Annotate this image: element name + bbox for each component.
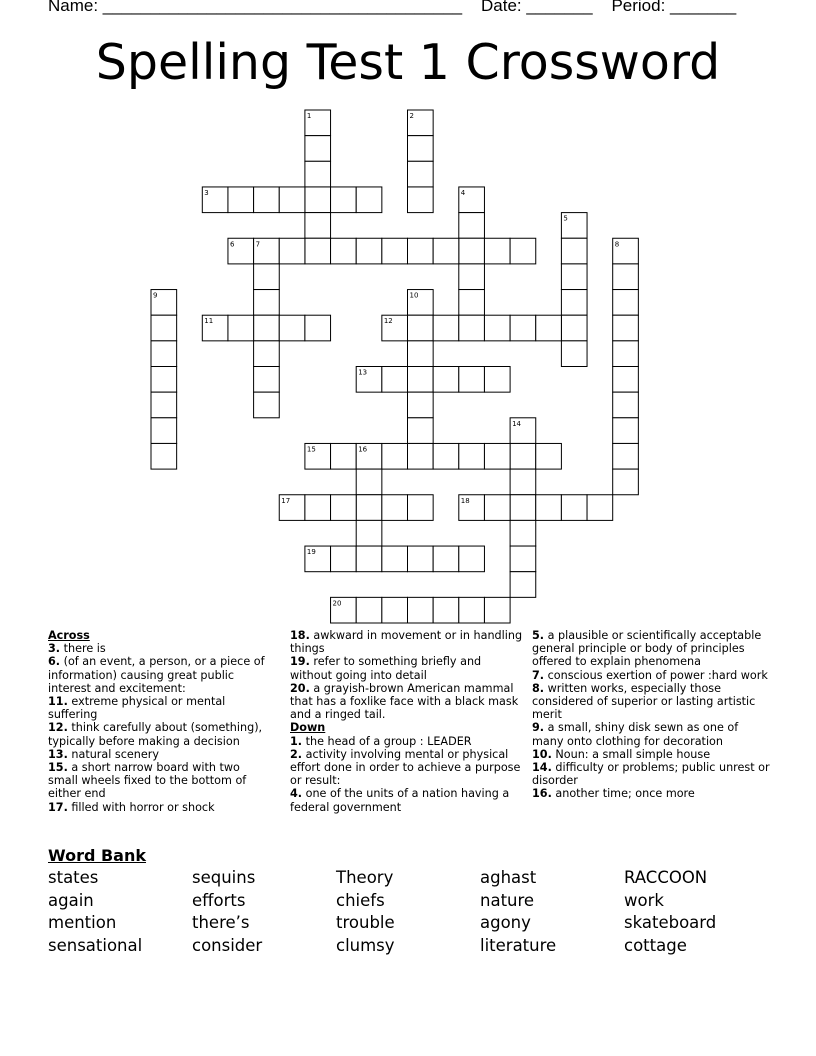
grid-cell[interactable] bbox=[305, 315, 331, 341]
grid-cell[interactable] bbox=[408, 392, 434, 418]
clue-number: 11. bbox=[48, 695, 68, 709]
clue-text: refer to something briefly and without going into detail bbox=[290, 655, 482, 682]
clue-text: filled with horror or shock bbox=[67, 800, 215, 814]
clue-item bbox=[290, 787, 525, 813]
grid-cell[interactable] bbox=[408, 238, 434, 264]
grid-cell[interactable] bbox=[561, 238, 587, 264]
grid-cell[interactable] bbox=[459, 443, 485, 469]
clue-number-1: 1 bbox=[306, 112, 312, 120]
grid-cell[interactable] bbox=[254, 264, 280, 290]
word-bank-item: mention bbox=[48, 913, 117, 933]
clue-number-12: 12 bbox=[383, 317, 393, 326]
word-bank-item: sequins bbox=[192, 868, 256, 887]
clue-number: 15. bbox=[48, 761, 68, 775]
grid-cell[interactable] bbox=[561, 341, 587, 367]
grid-cell[interactable] bbox=[510, 238, 536, 264]
clue-number: 19. bbox=[290, 655, 310, 669]
clue-number: 18. bbox=[290, 629, 310, 642]
clue-number-20: 20 bbox=[332, 599, 342, 608]
date-field[interactable]: Date: _______ bbox=[480, 0, 593, 15]
clue-number: 20. bbox=[290, 681, 310, 695]
word-bank-item: efforts bbox=[192, 890, 246, 910]
grid-cell[interactable] bbox=[561, 264, 587, 290]
clue-number: 9. bbox=[532, 721, 545, 735]
name-field[interactable]: Name: ______________________________________ bbox=[48, 0, 463, 15]
clue-number: 5. bbox=[532, 629, 545, 642]
grid-cell[interactable] bbox=[305, 238, 331, 264]
grid-cell[interactable] bbox=[151, 443, 177, 469]
grid-cell[interactable] bbox=[613, 418, 639, 444]
word-bank-item: nature bbox=[480, 890, 535, 910]
word-bank-item: cottage bbox=[624, 936, 687, 956]
grid-cell[interactable] bbox=[459, 238, 485, 264]
clue-text: a short narrow board with two small wheels fixed to the bottom of either end bbox=[48, 761, 247, 801]
clues-column-3 bbox=[532, 629, 772, 801]
clue-item bbox=[48, 695, 270, 721]
word-bank-item: agony bbox=[480, 913, 531, 933]
clue-text: a plausible or scientifically acceptable general principle or body of principles offered to explain phenomena bbox=[532, 629, 762, 669]
grid-cell[interactable] bbox=[254, 290, 280, 316]
clue-number-3: 3 bbox=[204, 188, 209, 197]
grid-cell[interactable] bbox=[408, 418, 434, 444]
grid-cell[interactable] bbox=[151, 341, 177, 367]
grid-cell[interactable] bbox=[587, 495, 613, 521]
down-heading: Down bbox=[290, 721, 326, 735]
grid-cell[interactable] bbox=[382, 367, 408, 393]
clue-item bbox=[532, 682, 772, 722]
grid-cell[interactable] bbox=[484, 597, 510, 623]
grid-cell[interactable] bbox=[331, 187, 357, 213]
grid-cell[interactable] bbox=[254, 315, 280, 341]
grid-cell[interactable] bbox=[356, 597, 382, 623]
grid-cell[interactable] bbox=[408, 495, 434, 521]
word-bank-item: trouble bbox=[336, 913, 395, 933]
clue-number-19: 19 bbox=[306, 548, 316, 557]
grid-cell[interactable] bbox=[613, 315, 639, 341]
clue-number: 3. bbox=[48, 642, 61, 656]
grid-cell[interactable] bbox=[536, 443, 562, 469]
clue-text: difficulty or problems; public unrest or disorder bbox=[532, 761, 770, 788]
grid-cell[interactable] bbox=[510, 443, 536, 469]
word-bank-item: there’s bbox=[192, 913, 250, 933]
grid-cell[interactable] bbox=[561, 315, 587, 341]
clue-text: activity involving mental or physical effort done in order to achieve a purpose or result: bbox=[290, 747, 521, 788]
grid-cell[interactable] bbox=[561, 290, 587, 316]
clue-text: think carefully about (something), typically before making a decision bbox=[48, 721, 263, 748]
clue-number: 2. bbox=[290, 747, 303, 761]
grid-cell[interactable] bbox=[356, 546, 382, 572]
grid-cell[interactable] bbox=[484, 443, 510, 469]
grid-cell[interactable] bbox=[151, 418, 177, 444]
clue-text: conscious exertion of power :hard work bbox=[544, 668, 768, 682]
clue-number: 10. bbox=[532, 747, 552, 761]
grid-cell[interactable] bbox=[433, 238, 459, 264]
grid-cell[interactable] bbox=[408, 187, 434, 213]
word-bank-item: chiefs bbox=[336, 890, 385, 910]
grid-cell[interactable] bbox=[408, 546, 434, 572]
word-bank-item: again bbox=[48, 890, 94, 910]
clue-item bbox=[290, 682, 525, 722]
grid-cell[interactable] bbox=[408, 341, 434, 367]
word-bank-item: skateboard bbox=[624, 913, 717, 933]
clue-number-16: 16 bbox=[358, 445, 368, 454]
clue-number-15: 15 bbox=[306, 445, 316, 454]
across-clue-list bbox=[48, 642, 270, 814]
grid-cell[interactable] bbox=[613, 341, 639, 367]
across-clue-list-continued bbox=[290, 629, 525, 721]
grid-cell[interactable] bbox=[151, 315, 177, 341]
word-bank-item: RACCOON bbox=[624, 868, 708, 887]
grid-cell[interactable] bbox=[254, 367, 280, 393]
grid-cell[interactable] bbox=[279, 238, 305, 264]
clue-item bbox=[532, 761, 772, 787]
grid-cell[interactable] bbox=[459, 290, 485, 316]
clue-number: 1. bbox=[290, 734, 303, 748]
clue-text: extreme physical or mental suffering bbox=[48, 695, 226, 722]
grid-cell[interactable] bbox=[228, 315, 254, 341]
word-bank-item: work bbox=[624, 890, 664, 910]
clue-text: (of an event, a person, or a piece of information) causing great public interest and excitement: bbox=[48, 655, 265, 695]
grid-cell[interactable] bbox=[356, 469, 382, 495]
grid-cell[interactable] bbox=[254, 392, 280, 418]
clue-item bbox=[48, 721, 270, 747]
clue-number-7: 7 bbox=[255, 240, 261, 249]
grid-cell[interactable] bbox=[536, 495, 562, 521]
clue-number: 4. bbox=[290, 787, 303, 801]
clue-item bbox=[48, 748, 270, 761]
clue-number-4: 4 bbox=[460, 188, 466, 197]
grid-cell[interactable] bbox=[613, 443, 639, 469]
grid-cell[interactable] bbox=[356, 520, 382, 546]
grid-cell[interactable] bbox=[510, 572, 536, 598]
grid-cell[interactable] bbox=[613, 367, 639, 393]
grid-cell[interactable] bbox=[254, 341, 280, 367]
grid-cell[interactable] bbox=[408, 315, 434, 341]
grid-cell[interactable] bbox=[305, 136, 331, 162]
grid-cell[interactable] bbox=[510, 315, 536, 341]
clue-number: 7. bbox=[532, 668, 545, 682]
clue-number: 6. bbox=[48, 655, 61, 669]
clue-number-17: 17 bbox=[281, 496, 291, 505]
word-bank-item: aghast bbox=[480, 868, 537, 887]
clues-column-2 bbox=[290, 629, 525, 814]
grid-cell[interactable] bbox=[331, 546, 357, 572]
grid-cell[interactable] bbox=[279, 315, 305, 341]
grid-cell[interactable] bbox=[228, 187, 254, 213]
clue-item bbox=[532, 748, 772, 761]
grid-cell[interactable] bbox=[433, 315, 459, 341]
clue-number-6: 6 bbox=[229, 240, 235, 249]
clue-number: 16. bbox=[532, 787, 552, 801]
clue-text: one of the units of a nation having a federal government bbox=[290, 787, 510, 814]
word-bank-item: consider bbox=[192, 936, 263, 956]
clue-text: there is bbox=[60, 642, 106, 656]
grid-cell[interactable] bbox=[484, 238, 510, 264]
grid-cell[interactable] bbox=[408, 367, 434, 393]
clue-item bbox=[532, 629, 772, 669]
grid-cell[interactable] bbox=[382, 597, 408, 623]
clue-text: written works, especially those considered of superior or lasting artistic merit bbox=[532, 681, 756, 722]
grid-cell[interactable] bbox=[151, 367, 177, 393]
grid-cell[interactable] bbox=[433, 367, 459, 393]
grid-cell[interactable] bbox=[433, 597, 459, 623]
grid-cell[interactable] bbox=[536, 315, 562, 341]
grid-cell[interactable] bbox=[408, 136, 434, 162]
clue-number: 17. bbox=[48, 800, 68, 814]
grid-cell[interactable] bbox=[305, 213, 331, 239]
clue-text: awkward in movement or in handling things bbox=[290, 629, 523, 656]
grid-cell[interactable] bbox=[305, 187, 331, 213]
grid-cell[interactable] bbox=[382, 443, 408, 469]
clues-column-1 bbox=[48, 629, 270, 814]
word-bank-item: clumsy bbox=[336, 936, 395, 956]
clue-number: 8. bbox=[532, 681, 545, 695]
grid-cell[interactable] bbox=[279, 187, 305, 213]
grid-cell[interactable] bbox=[613, 264, 639, 290]
grid-cell[interactable] bbox=[561, 495, 587, 521]
grid-cell[interactable] bbox=[305, 495, 331, 521]
grid-cell[interactable] bbox=[331, 443, 357, 469]
clue-item bbox=[48, 761, 270, 801]
clue-item bbox=[48, 642, 270, 655]
grid-cell[interactable] bbox=[151, 392, 177, 418]
clue-number-18: 18 bbox=[460, 496, 470, 505]
grid-cell[interactable] bbox=[382, 546, 408, 572]
grid-cell[interactable] bbox=[305, 161, 331, 187]
word-bank-item: Theory bbox=[336, 868, 394, 887]
down-clue-list bbox=[290, 735, 525, 814]
grid-cell[interactable] bbox=[331, 495, 357, 521]
clue-item bbox=[290, 629, 525, 655]
grid-cell[interactable] bbox=[382, 495, 408, 521]
clue-item bbox=[48, 801, 270, 814]
grid-cell[interactable] bbox=[408, 597, 434, 623]
clue-number-8: 8 bbox=[614, 240, 620, 249]
grid-cell[interactable] bbox=[408, 443, 434, 469]
grid-cell[interactable] bbox=[510, 520, 536, 546]
clue-number: 12. bbox=[48, 721, 68, 735]
clue-item bbox=[532, 787, 772, 800]
grid-cell[interactable] bbox=[484, 495, 510, 521]
clue-number-10: 10 bbox=[409, 291, 419, 300]
clue-item bbox=[532, 721, 772, 747]
down-clue-list-continued bbox=[532, 629, 772, 801]
word-bank-title: Word Bank bbox=[48, 846, 147, 865]
period-field[interactable]: Period: _______ bbox=[611, 0, 737, 15]
clue-text: a small, shiny disk sewn as one of many onto clothing for decoration bbox=[532, 721, 739, 748]
clue-number-13: 13 bbox=[358, 368, 368, 377]
clue-text: a grayish-brown American mammal that has a foxlike face with a black mask and a ringed tail. bbox=[290, 681, 519, 722]
grid-cell[interactable] bbox=[356, 187, 382, 213]
grid-cell[interactable] bbox=[510, 469, 536, 495]
word-bank-item: states bbox=[48, 868, 99, 887]
word-bank-item: literature bbox=[480, 936, 557, 956]
clue-item bbox=[48, 655, 270, 695]
clue-number: 14. bbox=[532, 761, 552, 775]
clue-item bbox=[532, 669, 772, 682]
clue-text: Noun: a small simple house bbox=[551, 747, 711, 761]
clue-item bbox=[290, 748, 525, 788]
grid-cell[interactable] bbox=[459, 546, 485, 572]
grid-cell[interactable] bbox=[433, 443, 459, 469]
clue-text: another time; once more bbox=[551, 787, 695, 801]
clue-number: 13. bbox=[48, 747, 68, 761]
word-bank bbox=[48, 868, 768, 959]
grid-cell[interactable] bbox=[331, 238, 357, 264]
grid-cell[interactable] bbox=[356, 238, 382, 264]
clue-item bbox=[290, 655, 525, 681]
grid-cell[interactable] bbox=[459, 367, 485, 393]
clue-number-2: 2 bbox=[409, 112, 414, 120]
clue-text: the head of a group : LEADER bbox=[302, 734, 472, 748]
clue-number-11: 11 bbox=[204, 317, 214, 326]
grid-cell[interactable] bbox=[510, 546, 536, 572]
grid-cell[interactable] bbox=[459, 264, 485, 290]
clue-text: natural scenery bbox=[67, 747, 159, 761]
across-heading: Across bbox=[48, 629, 90, 642]
grid-cell[interactable] bbox=[484, 367, 510, 393]
clue-number-14: 14 bbox=[512, 419, 522, 428]
grid-cell[interactable] bbox=[254, 187, 280, 213]
grid-cell[interactable] bbox=[510, 495, 536, 521]
grid-cell[interactable] bbox=[459, 315, 485, 341]
word-bank-item: sensational bbox=[48, 936, 143, 956]
grid-cell[interactable] bbox=[408, 161, 434, 187]
grid-cell[interactable] bbox=[613, 469, 639, 495]
clue-number-5: 5 bbox=[563, 214, 568, 223]
clue-number-9: 9 bbox=[153, 291, 158, 300]
clue-item bbox=[290, 735, 525, 748]
grid-cell[interactable] bbox=[613, 392, 639, 418]
grid-cell[interactable] bbox=[382, 238, 408, 264]
grid-cell[interactable] bbox=[356, 495, 382, 521]
grid-cell[interactable] bbox=[433, 546, 459, 572]
grid-cell[interactable] bbox=[613, 290, 639, 316]
grid-cell[interactable] bbox=[484, 315, 510, 341]
page-title: Spelling Test 1 Crossword bbox=[95, 34, 721, 91]
grid-cell[interactable] bbox=[459, 213, 485, 239]
grid-cell[interactable] bbox=[459, 597, 485, 623]
